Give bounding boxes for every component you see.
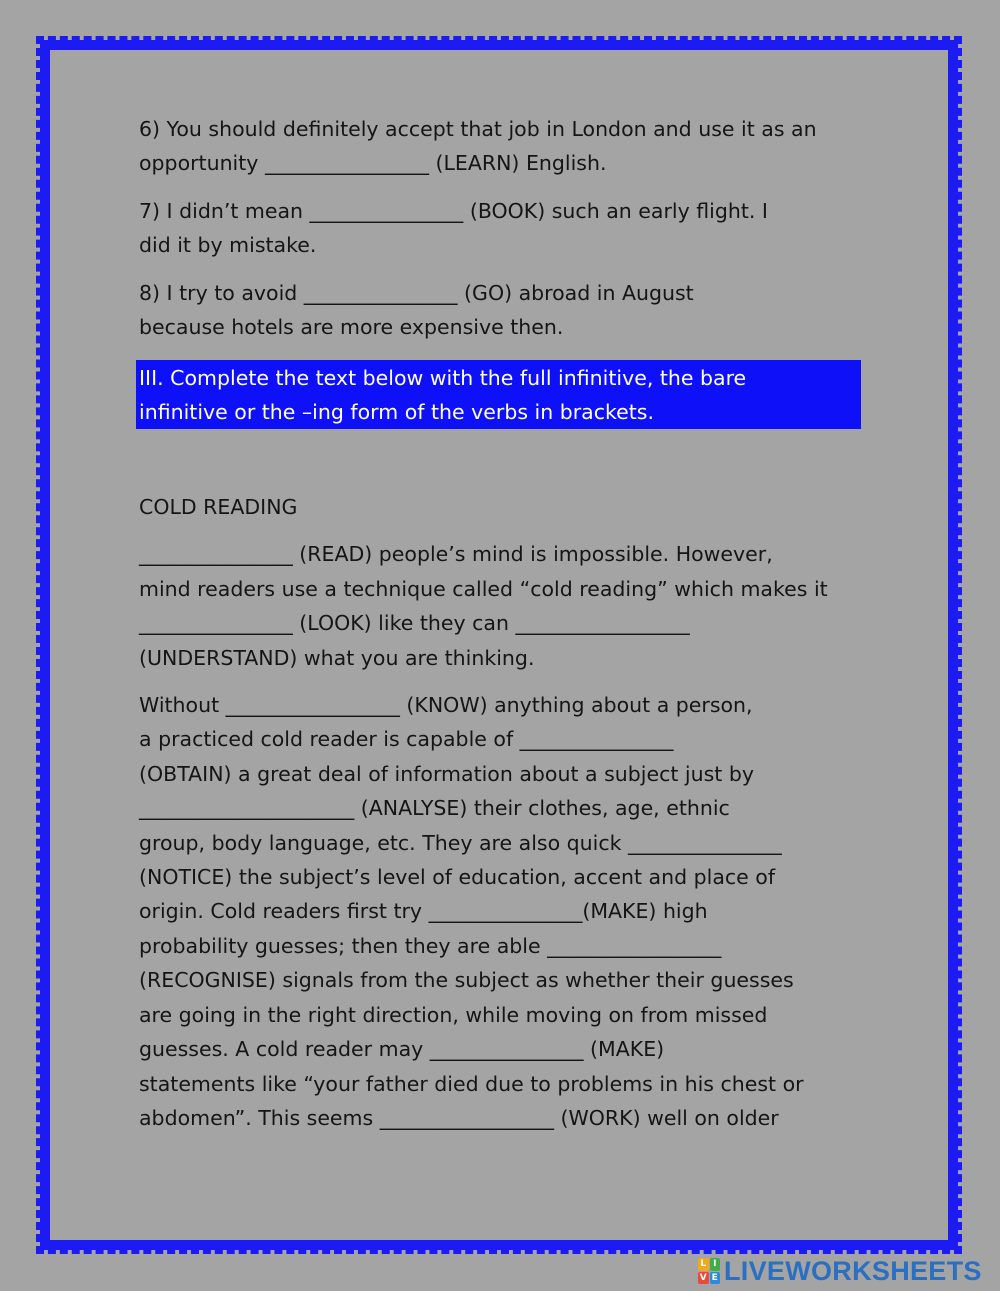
logo-text: LIVEWORKSHEETS bbox=[724, 1255, 982, 1286]
heading-line: III. Complete the text below with the full infinitive, the bare bbox=[139, 366, 747, 390]
text-line: group, body language, etc. They are also quick _______________ bbox=[139, 830, 782, 855]
exercise-line: 8) I try to avoid _______________ (GO) abroad in August bbox=[139, 280, 694, 305]
text-line: (NOTICE) the subject’s level of education, accent and place of bbox=[139, 865, 776, 890]
text-line: Without _________________ (KNOW) anything about a person, bbox=[139, 693, 753, 718]
text-line: _____________________ (ANALYSE) their clothes, age, ethnic bbox=[139, 796, 730, 821]
text-line: (OBTAIN) a great deal of information about a subject just by bbox=[139, 761, 754, 786]
exercise-line: did it by mistake. bbox=[139, 233, 317, 258]
exercise-item-7 bbox=[139, 194, 869, 263]
logo-icon: L I V E bbox=[698, 1258, 720, 1284]
heading-line: infinitive or the –ing form of the verbs in brackets. bbox=[139, 400, 654, 425]
text-line: (RECOGNISE) signals from the subject as whether their guesses bbox=[139, 968, 794, 993]
text-line: probability guesses; then they are able _________________ bbox=[139, 933, 722, 958]
exercise-line: 6) You should definitely accept that job in London and use it as an bbox=[139, 117, 817, 141]
text-line: guesses. A cold reader may _______________ (MAKE) bbox=[139, 1037, 665, 1062]
text-line: abdomen”. This seems _________________ (WORK) well on older bbox=[139, 1105, 779, 1130]
liveworksheets-logo[interactable] bbox=[698, 1256, 982, 1286]
cold-reading-text bbox=[139, 490, 869, 1135]
exercise-item-6 bbox=[139, 112, 869, 181]
exercise-line: 7) I didn’t mean _______________ (BOOK) such an early flight. I bbox=[139, 198, 768, 223]
text-line: mind readers use a technique called “cold reading” which makes it bbox=[139, 576, 828, 601]
text-line: _______________ (READ) people’s mind is impossible. However, bbox=[139, 542, 773, 567]
text-line: are going in the right direction, while moving on from missed bbox=[139, 1002, 768, 1027]
section2-exercises bbox=[139, 112, 869, 344]
exercise-line: opportunity ________________ (LEARN) English. bbox=[139, 151, 607, 176]
text-line: (UNDERSTAND) what you are thinking. bbox=[139, 645, 535, 670]
section3-heading bbox=[136, 360, 861, 429]
paragraph-2 bbox=[139, 688, 869, 1135]
text-line: _______________ (LOOK) like they can _________________ bbox=[139, 611, 690, 636]
text-line: origin. Cold readers first try _______________(MAKE) high bbox=[139, 899, 708, 924]
text-line: a practiced cold reader is capable of _______________ bbox=[139, 727, 674, 752]
exercise-line: because hotels are more expensive then. bbox=[139, 315, 564, 340]
paragraph-1 bbox=[139, 537, 869, 675]
text-title: COLD READING bbox=[139, 495, 298, 519]
text-line: statements like “your father died due to problems in his chest or bbox=[139, 1071, 804, 1096]
exercise-item-8 bbox=[139, 276, 869, 345]
